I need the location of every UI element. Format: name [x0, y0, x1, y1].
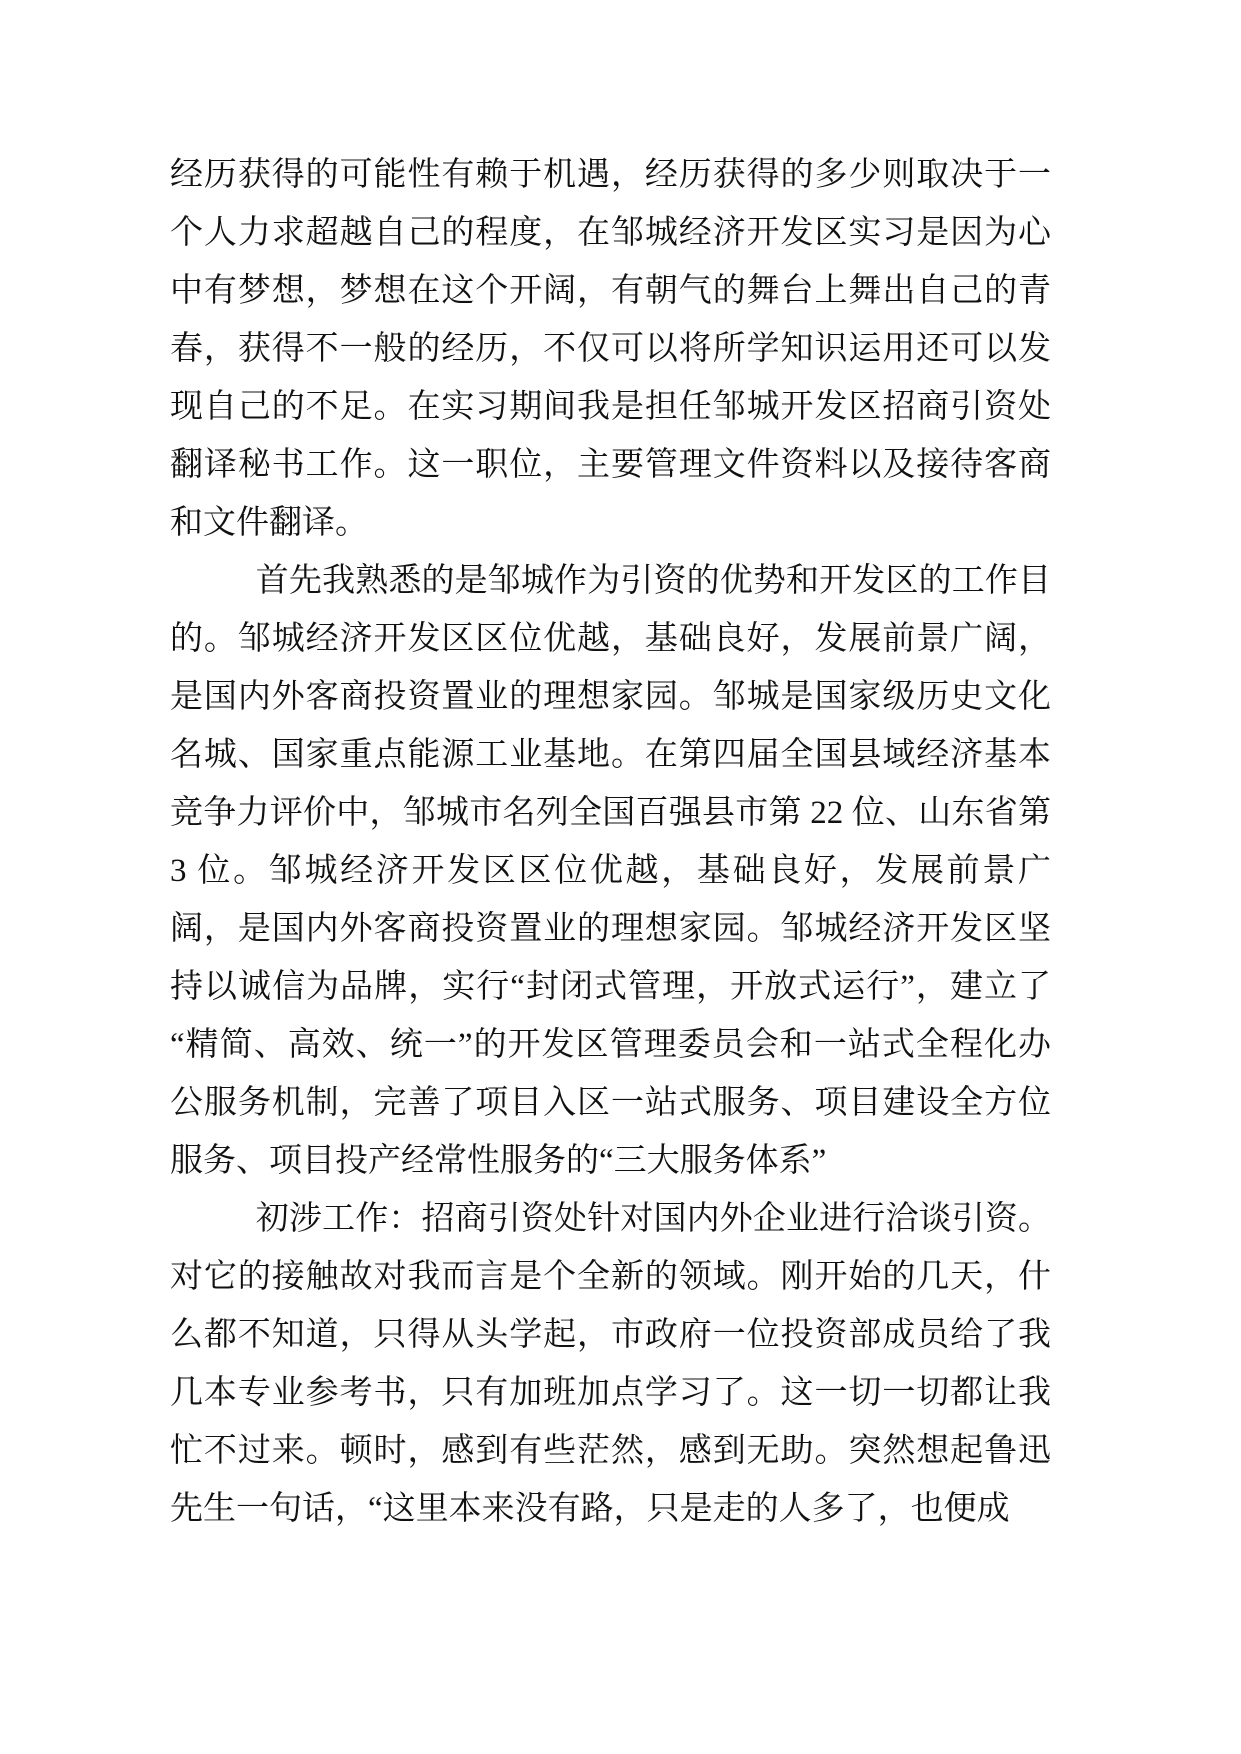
- document-text-block: [170, 146, 1051, 1538]
- paragraph-1: 经历获得的可能性有赖于机遇，经历获得的多少则取决于一个人力求超越自己的程度，在邹城经济开发区实习是因为心中有梦想，梦想在这个开阔，有朝气的舞台上舞出自己的青春，获得不一般的经历，不仅可以将所学知识运用还可以发现自己的不足。在实习期间我是担任邹城开发区招商引资处翻译秘书工作。这一职位，主要管理文件资料以及接待客商和文件翻译。: [170, 157, 1051, 541]
- paragraph-2: 首先我熟悉的是邹城作为引资的优势和开发区的工作目的。邹城经济开发区区位优越，基础良好，发展前景广阔，是国内外客商投资置业的理想家园。邹城是国家级历史文化名城、国家重点能源工业基地。在第四届全国县域经济基本竞争力评价中，邹城市名列全国百强县市第 22 位、山东省第 3 位。邹城经济开发区区位优越，基础良好，发展前景广阔，是国内外客商投资置业的理想家园。邹城经济开发区坚持以诚信为品牌，实行“封闭式管理，开放式运行”，建立了“精简、高效、统一”的开发区管理委员会和一站式全程化办公服务机制，完善了项目入区一站式服务、项目建设全方位服务、项目投产经常性服务的“三大服务体系”: [170, 563, 1051, 1179]
- paragraph-3: 初涉工作：招商引资处针对国内外企业进行洽谈引资。对它的接触故对我而言是个全新的领域。刚开始的几天，什么都不知道，只得从头学起，市政府一位投资部成员给了我几本专业参考书，只有加班加点学习了。这一切一切都让我忙不过来。顿时，感到有些茫然，感到无助。突然想起鲁迅先生一句话，“这里本来没有路，只是走的人多了，也便成: [170, 1201, 1051, 1527]
